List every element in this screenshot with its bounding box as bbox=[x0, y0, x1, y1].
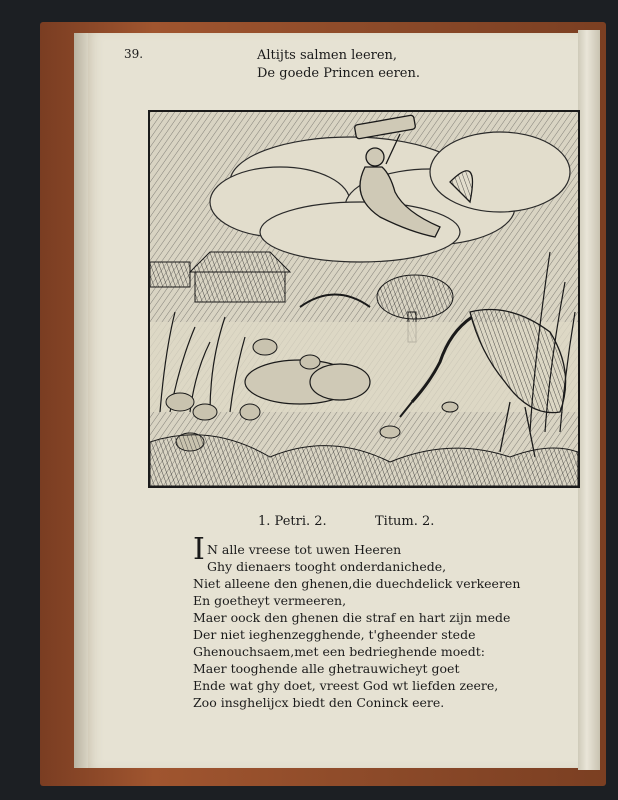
verse-line-3: Niet alleene den ghenen,die duechdelick verkeeren bbox=[193, 576, 521, 591]
drop-cap: I bbox=[193, 532, 205, 567]
verse-line-8: Maer tooghende alle ghetrauwicheyt goet bbox=[193, 661, 460, 676]
engraving-illustration bbox=[148, 110, 580, 488]
page-gutter bbox=[74, 33, 88, 768]
verse-line-5: Maer oock den ghenen die straf en hart zijn mede bbox=[193, 610, 511, 625]
page-edges bbox=[578, 30, 600, 770]
verse-line-9: Ende wat ghy doet, vreest God wt liefden zeere, bbox=[193, 678, 499, 693]
reference-petri: 1. Petri. 2. bbox=[258, 514, 327, 529]
verse-line-4: En goetheyt vermeeren, bbox=[193, 593, 347, 608]
reference-titum: Titum. 2. bbox=[375, 514, 435, 529]
verse-line-6: Der niet ieghenzegghende, t'gheender stede bbox=[193, 627, 476, 642]
engraving-drawing bbox=[150, 112, 578, 486]
verse-line-1: N alle vreese tot uwen Heeren bbox=[207, 542, 402, 557]
verse-line-10: Zoo insghelijcx biedt den Coninck eere. bbox=[193, 695, 445, 710]
page-number: 39. bbox=[124, 47, 144, 61]
motto-line-2: De goede Princen eeren. bbox=[257, 66, 421, 81]
motto-line-1: Altijts salmen leeren, bbox=[257, 48, 398, 63]
verse-line-2: Ghy dienaers tooght onderdanichede, bbox=[207, 559, 447, 574]
verse-line-7: Ghenouchsaem,met een bedrieghende moedt: bbox=[193, 644, 485, 659]
